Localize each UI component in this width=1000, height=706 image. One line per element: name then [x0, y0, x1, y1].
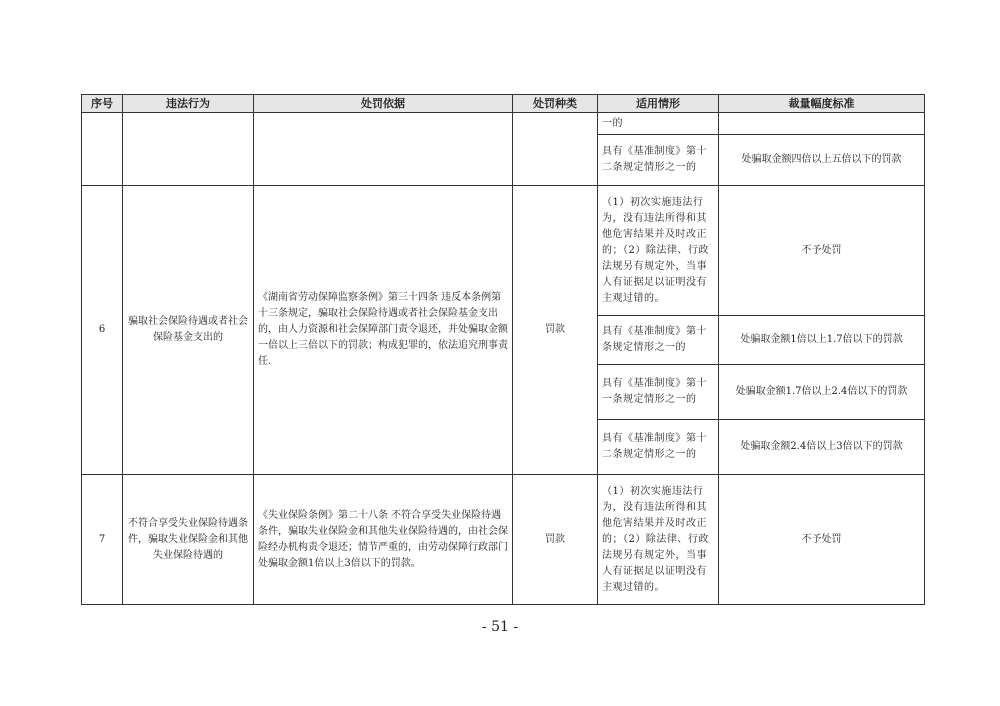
situation-cell: （1）初次实施违法行为，没有违法所得和其他危害结果并及时改正的；（2）除法律、行政法规另有规定外，当事人有证据足以证明没有主观过错的。: [598, 475, 719, 605]
cont-no-cell: [82, 113, 123, 186]
header-row: [82, 95, 925, 113]
table-row: [82, 475, 925, 605]
penalty-table: [81, 94, 925, 605]
header-situation: 适用情形: [598, 95, 719, 113]
standard-cell: 处骗取金额1倍以上1.7倍以下的罚款: [719, 316, 925, 365]
cont-basis-cell: [254, 113, 513, 186]
penalty-type: 罚款: [513, 186, 598, 475]
standard-cell: 处骗取金额1.7倍以上2.4倍以下的罚款: [719, 365, 925, 420]
header-act: 违法行为: [123, 95, 254, 113]
table-row: [82, 113, 925, 135]
violation-act: 骗取社会保险待遇或者社会保险基金支出的: [123, 186, 254, 475]
situation-cell: （1）初次实施违法行为，没有违法所得和其他危害结果并及时改正的；（2）除法律、行政法规另有规定外，当事人有证据足以证明没有主观过错的。: [598, 186, 719, 316]
cont-act-cell: [123, 113, 254, 186]
standard-cell: 不予处罚: [719, 475, 925, 605]
header-basis: 处罚依据: [254, 95, 513, 113]
standard-cell: 处骗取金额四倍以上五倍以下的罚款: [719, 135, 925, 186]
violation-act: 不符合享受失业保险待遇条件，骗取失业保险金和其他失业保险待遇的: [123, 475, 254, 605]
header-no: 序号: [82, 95, 123, 113]
header-standard: 裁量幅度标准: [719, 95, 925, 113]
standard-cell: 不予处罚: [719, 186, 925, 316]
page-number: - 51 -: [481, 619, 519, 635]
standard-cell: 处骗取金额2.4倍以上3倍以下的罚款: [719, 420, 925, 475]
table-row: [82, 186, 925, 316]
item-number: 7: [82, 475, 123, 605]
penalty-type: 罚款: [513, 475, 598, 605]
penalty-basis: 《湖南省劳动保障监察条例》第三十四条 违反本条例第十三条规定，骗取社会保险待遇或者社会保险基金支出的，由人力资源和社会保障部门责令退还，并处骗取金额一倍以上三倍以下的罚款；构成犯罪的，依法追究刑事责任.: [254, 186, 513, 475]
situation-cell: 一的: [598, 113, 719, 135]
situation-cell: 具有《基准制度》第十二条规定情形之一的: [598, 420, 719, 475]
cont-type-cell: [513, 113, 598, 186]
standard-cell: [719, 113, 925, 135]
header-type: 处罚种类: [513, 95, 598, 113]
situation-cell: 具有《基准制度》第十条规定情形之一的: [598, 316, 719, 365]
penalty-basis: 《失业保险条例》第二十八条 不符合享受失业保险待遇条件，骗取失业保险金和其他失业保险待遇的，由社会保险经办机构责令退还；情节严重的，由劳动保障行政部门处骗取金额1倍以上3倍以下的罚款。: [254, 475, 513, 605]
situation-cell: 具有《基准制度》第十一条规定情形之一的: [598, 365, 719, 420]
situation-cell: 具有《基准制度》第十二条规定情形之一的: [598, 135, 719, 186]
item-number: 6: [82, 186, 123, 475]
